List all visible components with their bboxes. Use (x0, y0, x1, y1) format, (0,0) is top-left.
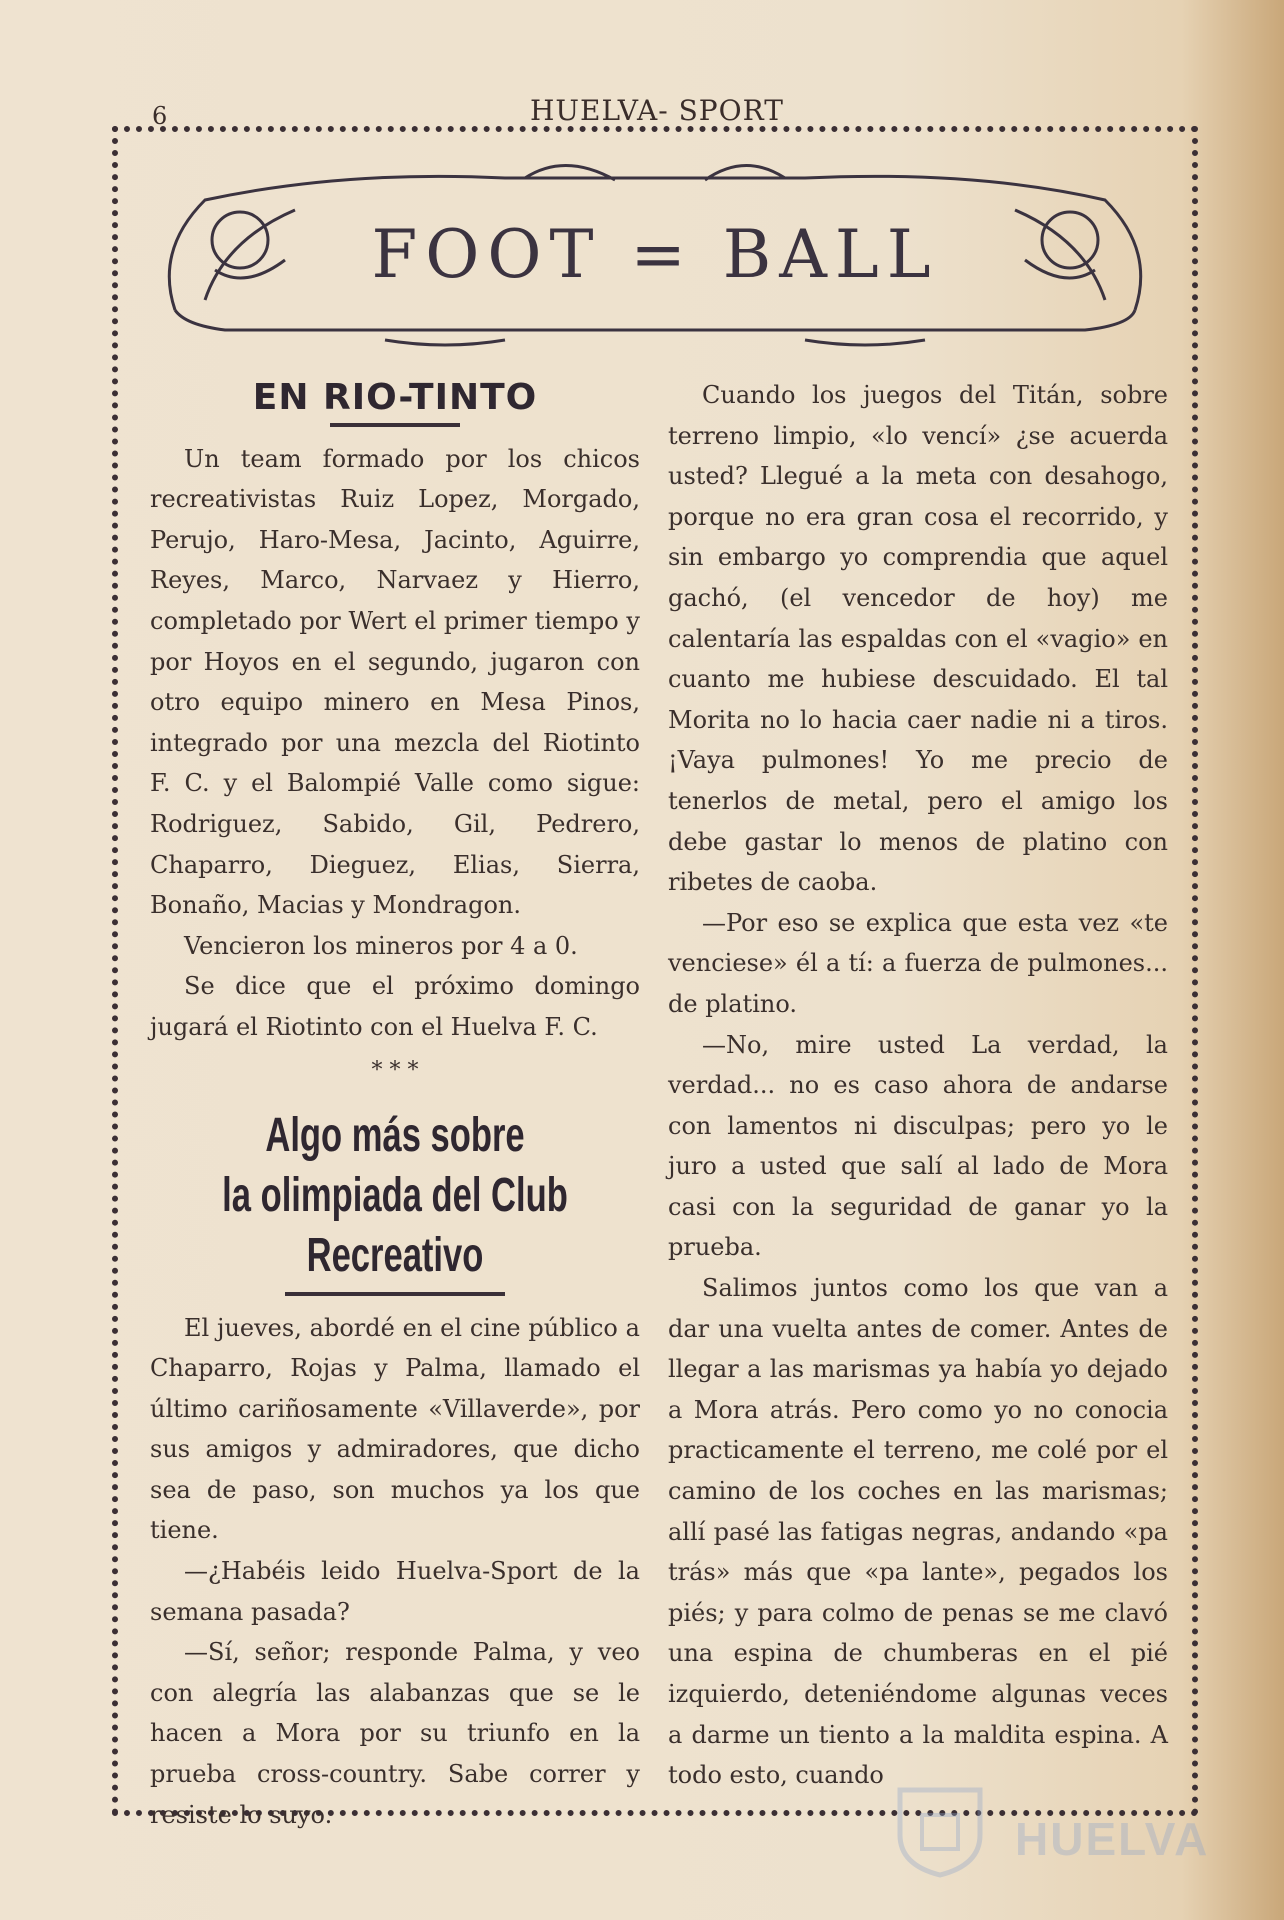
article-title-olimpiada (150, 1106, 640, 1286)
banner-title: FOOT = BALL (371, 216, 939, 293)
article-paragraph: El jueves, abordé en el cine público a Chaparro, Rojas y Palma, llamado el último cariñosamente «Villaverde», por sus amigos y admiradores, que dicho sea de paso, son muchos ya los que tiene. (150, 1313, 640, 1545)
article-paragraph: —Por eso se explica que esta vez «te venciese» él a tí: a fuerza de pulmones... de platino. (668, 908, 1168, 1018)
article-paragraph: Vencieron los mineros por 4 a 0. (184, 931, 578, 960)
article-paragraph: —No, mire usted La verdad, la verdad... no es caso ahora de andarse con lamentos ni disculpas; pero yo le juro a usted que salí al lado de Mora casi con la seguridad de ganar yo la prueba. (668, 1030, 1168, 1262)
watermark-text: HUELVA (1015, 1813, 1210, 1865)
section-separator: * * * (371, 1057, 419, 1083)
title-rule (330, 423, 460, 427)
article-paragraph: Cuando los juegos del Titán, sobre terreno limpio, «lo vencí» ¿se acuerda usted? Llegué a la meta con desahogo, porque no era gran cosa el recorrido, y sin embargo yo comprendia que aquel gachó, (el vencedor de hoy) me calentaría las espaldas con el «vagio» en cuanto me hubiese descuidado. El tal Morita no lo hacia caer nadie ni a tiros. ¡Vaya pulmones! Yo me precio de tenerlos de metal, pero el amigo los debe gastar lo menos de platino con ribetes de caoba. (668, 381, 1168, 897)
article-paragraph: Salimos juntos como los que van a dar una vuelta antes de comer. Antes de llegar a las marismas ya había yo dejado a Mora atrás. Pero como yo no conocia practicamente el terreno, me colé por el camino de los coches en las marismas; allí pasé las fatigas negras, andando «pa trás» más que «pa lante», pegados los piés; y para colmo de penas se me clavó una espina de chumberas en el pié izquierdo, deteniéndome algunas veces a darme un tiento a la maldita espina. A todo esto, cuando (668, 1274, 1168, 1790)
title-rule (285, 1292, 505, 1296)
page-number: 6 (152, 102, 168, 130)
article-title-rio-tinto: EN RIO-TINTO (252, 377, 538, 418)
article-paragraph: —¿Habéis leido Huelva-Sport de la semana pasada? (150, 1557, 640, 1626)
shield-icon (880, 1780, 1000, 1880)
archive-watermark (880, 1780, 1210, 1880)
article-title-line: la olimpiada del Club Recreativo (222, 1168, 568, 1282)
right-column (668, 375, 1168, 1796)
section-banner (145, 150, 1165, 370)
article-paragraph: —Sí, señor; responde Palma, y veo con alegría las alabanzas que se le hacen a Mora por su triunfo en la prueba cross-country. Sabe correr y resiste lo suyo. (150, 1638, 640, 1829)
running-title: HUELVA- SPORT (530, 94, 784, 127)
article-paragraph: Se dice que el próximo domingo jugará el Riotinto con el Huelva F. C. (150, 972, 640, 1041)
article-title-line: Algo más sobre (265, 1108, 525, 1162)
left-column (150, 378, 640, 1835)
article-paragraph: Un team formado por los chicos recreativistas Ruiz Lopez, Morgado, Perujo, Haro-Mesa, Jacinto, Aguirre, Reyes, Marco, Narvaez y Hierro, completado por Wert el primer tiempo y por Hoyos en el segundo, jugaron con otro equipo minero en Mesa Pinos, integrado por una mezcla del Riotinto F. C. y el Balompié Valle como sigue: Rodriguez, Sabido, Gil, Pedrero, Chaparro, Dieguez, Elias, Sierra, Bonaño, Macias y Mondragon. (150, 444, 640, 920)
